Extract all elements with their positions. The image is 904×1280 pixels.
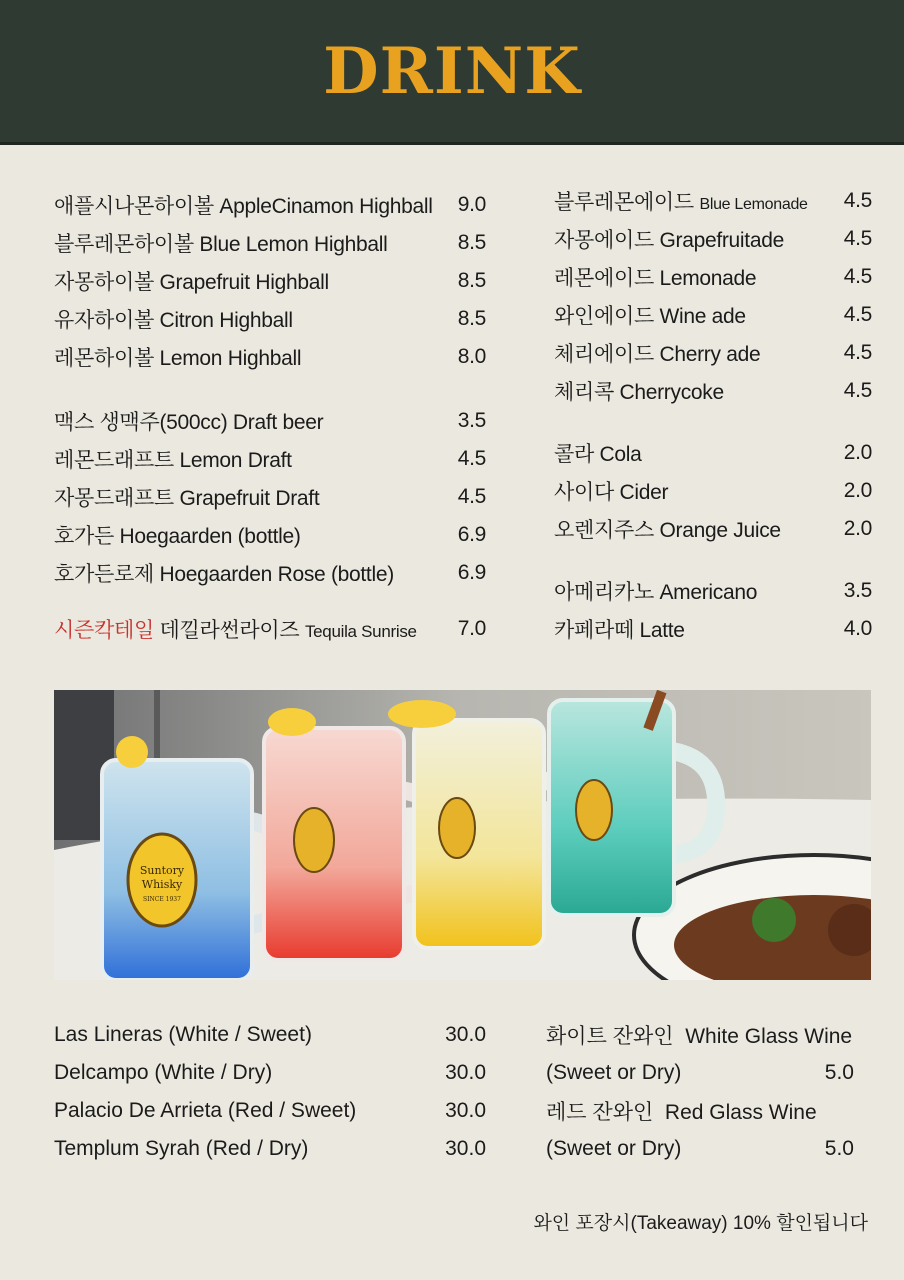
red-glass-wine-option-row: [546, 1130, 862, 1168]
red-glass-wine-price: 5.0: [824, 1137, 854, 1160]
wine-price: 30.0: [445, 1061, 486, 1084]
highball-photo: [54, 690, 871, 980]
menu-item: [554, 182, 872, 220]
red-glass-wine-name: 레드 잔와인 Red Glass Wine: [546, 1101, 817, 1124]
white-glass-wine-name: 화이트 잔와인 White Glass Wine: [546, 1025, 853, 1048]
wine-item: [54, 1016, 486, 1054]
menu-item: [554, 220, 872, 258]
menu-item: [54, 402, 486, 440]
wine-item: [54, 1054, 486, 1092]
mug-label-line2: Whisky: [141, 878, 183, 891]
item-name: 사이다 Cider: [554, 481, 669, 504]
item-price: 4.5: [843, 379, 872, 402]
item-name: 카페라떼 Latte: [554, 619, 685, 642]
menu-item: [54, 262, 486, 300]
highball-mugs-image: [54, 690, 871, 980]
menu-item: [54, 186, 486, 224]
wine-name: Palacio De Arrieta (Red / Sweet): [54, 1099, 357, 1122]
menu-item: [554, 510, 872, 548]
item-name: 레몬하이볼 Lemon Highball: [54, 347, 302, 370]
item-name-ko: 블루레몬에이드: [554, 191, 694, 214]
item-name: 콜라 Cola: [554, 443, 642, 466]
suntory-label: [128, 834, 196, 926]
wine-name: Las Lineras (White / Sweet): [54, 1023, 312, 1046]
item-price: 4.5: [457, 485, 486, 508]
item-name-en: Blue Lemonade: [699, 196, 808, 213]
item-price: 3.5: [843, 579, 872, 602]
item-price: 4.0: [843, 617, 872, 640]
red-glass-wine-option: (Sweet or Dry): [546, 1137, 682, 1160]
season-name-en: Tequila Sunrise: [304, 622, 417, 641]
menu-item: [54, 338, 486, 376]
item-price: 4.5: [843, 341, 872, 364]
item-name: 자몽하이볼 Grapefruit Highball: [54, 271, 329, 294]
item-price: 6.9: [457, 523, 486, 546]
glass-wine-list: [546, 1016, 862, 1168]
menu-item: [554, 334, 872, 372]
white-glass-wine-option: (Sweet or Dry): [546, 1061, 682, 1084]
page-title: DRINK: [323, 33, 581, 109]
item-name: 와인에이드 Wine ade: [554, 305, 746, 328]
right-menu-column: [554, 182, 872, 648]
menu-item: [54, 554, 486, 592]
item-name: 블루레몬하이볼 Blue Lemon Highball: [54, 233, 388, 256]
item-price: 4.5: [843, 227, 872, 250]
item-price: 4.5: [843, 303, 872, 326]
wine-price: 30.0: [445, 1023, 486, 1046]
menu-item: [554, 610, 872, 648]
item-price: 7.0: [457, 617, 486, 640]
item-price: 3.5: [457, 409, 486, 432]
item-price: 8.5: [457, 307, 486, 330]
season-label: 시즌칵테일: [54, 619, 154, 642]
item-name: 맥스 생맥주(500cc) Draft beer: [54, 411, 324, 434]
mug-label-line3: SINCE 1937: [143, 896, 181, 903]
item-name: 자몽에이드 Grapefruitade: [554, 229, 784, 252]
item-name: 아메리카노 Americano: [554, 581, 758, 604]
item-name: 애플시나몬하이볼 AppleCinamon Highball: [54, 195, 433, 218]
menu-item: [54, 440, 486, 478]
item-name: 호가든로제 Hoegaarden Rose (bottle): [54, 563, 394, 586]
season-cocktail-item: [54, 610, 486, 648]
white-glass-wine-option-row: [546, 1054, 862, 1092]
menu-item: [554, 258, 872, 296]
item-price: 8.5: [457, 231, 486, 254]
menu-item: [54, 478, 486, 516]
item-price: 4.5: [843, 265, 872, 288]
season-name-ko: 데낄라썬라이즈: [159, 619, 300, 642]
menu-item: [54, 300, 486, 338]
item-price: 6.9: [457, 561, 486, 584]
mug-label-line1: Suntory: [139, 864, 185, 877]
item-name: 오렌지주스 Orange Juice: [554, 519, 781, 542]
item-price: 2.0: [843, 479, 872, 502]
menu-item: [554, 572, 872, 610]
wine-name: Delcampo (White / Dry): [54, 1061, 273, 1084]
left-menu-column: [54, 186, 486, 648]
item-price: 8.5: [457, 269, 486, 292]
item-price: 8.0: [457, 345, 486, 368]
item-price: 4.5: [457, 447, 486, 470]
wine-name: Templum Syrah (Red / Dry): [54, 1137, 309, 1160]
takeaway-discount-note: 와인 포장시(Takeaway) 10% 할인됩니다: [533, 1213, 868, 1234]
item-price: 2.0: [843, 517, 872, 540]
wine-item: [54, 1092, 486, 1130]
item-name: 레몬에이드 Lemonade: [554, 267, 757, 290]
item-name: [554, 186, 808, 216]
white-glass-wine-price: 5.0: [824, 1061, 854, 1084]
wine-price: 30.0: [445, 1099, 486, 1122]
menu-item: [554, 372, 872, 410]
item-name: 호가든 Hoegaarden (bottle): [54, 525, 301, 548]
menu-item: [54, 516, 486, 554]
menu-item: [554, 296, 872, 334]
menu-item: [554, 472, 872, 510]
item-name: 자몽드래프트 Grapefruit Draft: [54, 487, 320, 510]
item-price: 9.0: [457, 193, 486, 216]
menu-item: [54, 224, 486, 262]
header-bar: [0, 0, 904, 145]
bottle-wine-list: [54, 1016, 486, 1168]
item-name: 레몬드래프트 Lemon Draft: [54, 449, 292, 472]
item-price: 2.0: [843, 441, 872, 464]
item-name: 체리에이드 Cherry ade: [554, 343, 761, 366]
menu-item: [554, 434, 872, 472]
item-name: 유자하이볼 Citron Highball: [54, 309, 293, 332]
item-name: [54, 614, 417, 644]
item-name: 체리콕 Cherrycoke: [554, 381, 724, 404]
wine-price: 30.0: [445, 1137, 486, 1160]
item-price: 4.5: [843, 189, 872, 212]
wine-item: [54, 1130, 486, 1168]
